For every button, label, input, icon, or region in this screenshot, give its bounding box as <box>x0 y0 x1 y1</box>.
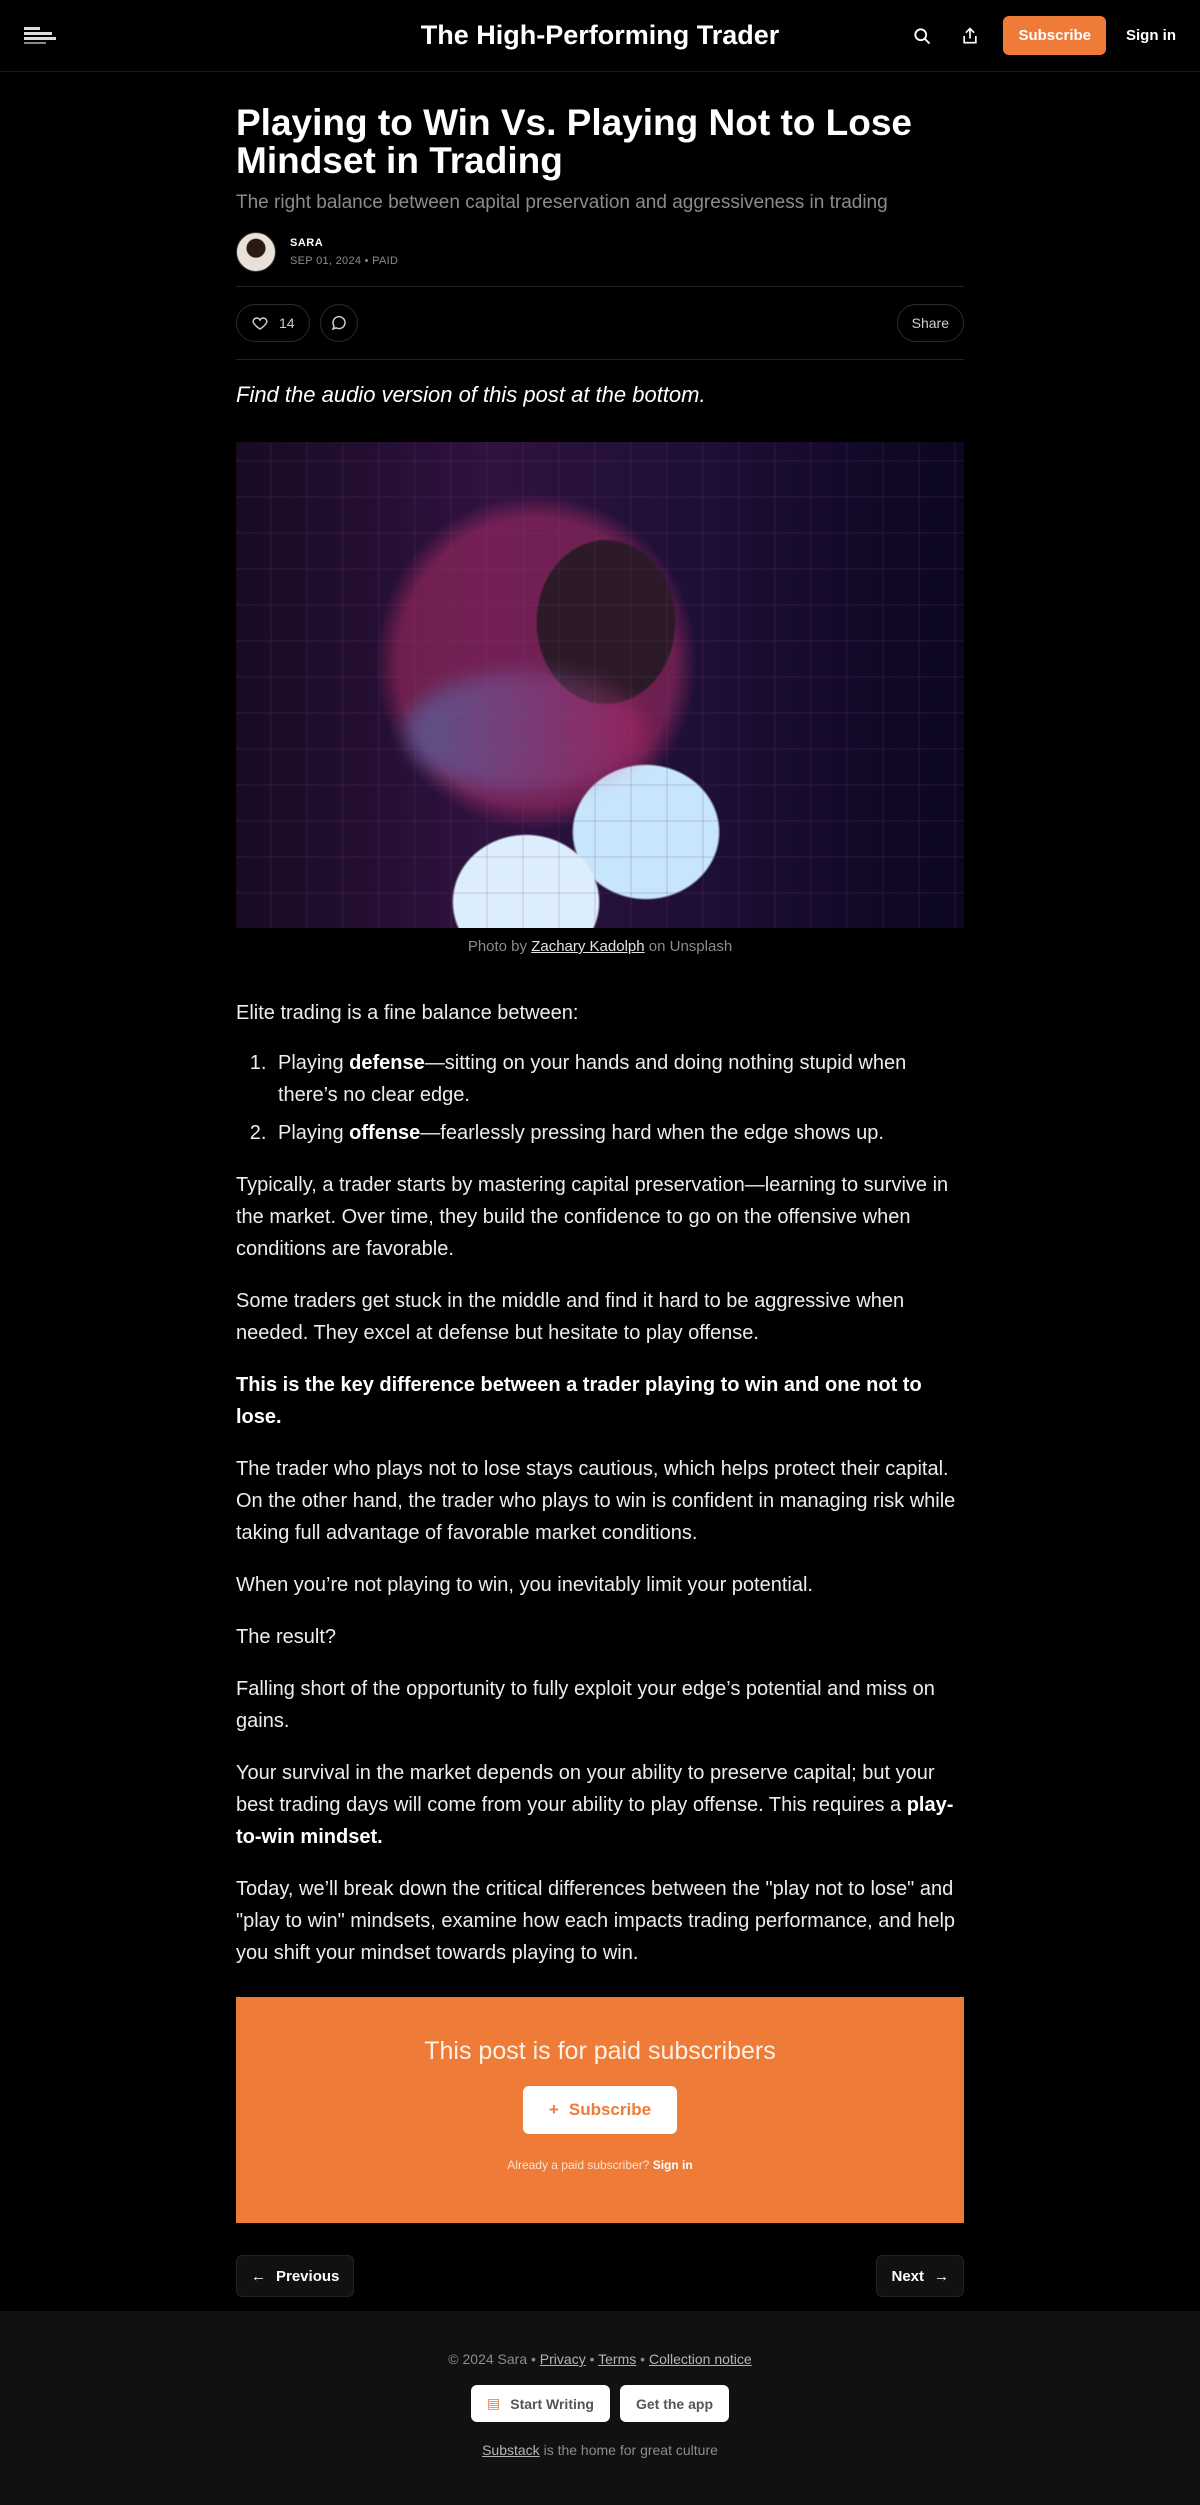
list-item-rest: —fearlessly pressing hard when the edge shows up. <box>420 1122 884 1144</box>
heart-icon <box>251 314 269 332</box>
top-navbar <box>0 0 1200 72</box>
comment-icon <box>330 314 348 332</box>
terms-link[interactable]: Terms <box>598 2351 637 2367</box>
author-name[interactable]: SARA <box>290 237 324 249</box>
substack-logo-icon: ▤ <box>487 2395 501 2411</box>
site-title: The High-Performing Trader <box>420 20 780 50</box>
post-subtitle: The right balance between capital preservation and aggressiveness in trading <box>236 192 888 213</box>
body-paragraph: Today, we’ll break down the critical differences between the "play not to lose" and "play to win" mindsets, examine how each impacts trading performance, and help you shift your mindset towards playing to win. <box>236 1878 956 1964</box>
privacy-link[interactable]: Privacy <box>539 2351 586 2367</box>
article <box>236 104 964 2297</box>
caption-suffix: on Unsplash <box>648 938 733 955</box>
post-actions <box>236 286 964 360</box>
author-avatar[interactable] <box>236 232 276 272</box>
footer-tagline <box>0 2442 1200 2458</box>
search-icon[interactable] <box>907 21 937 51</box>
list-item <box>272 1047 964 1111</box>
paywall-title: This post is for paid subscribers <box>424 2037 776 2065</box>
start-writing-button[interactable] <box>471 2385 610 2422</box>
caption-prefix: Photo by <box>467 938 528 955</box>
body-paragraph: The trader who plays not to lose stays cautious, which helps protect their capital. On the other hand, the trader who plays to win is confident in managing risk while taking full advantage of favorable market conditions. <box>236 1458 956 1544</box>
post-meta <box>290 255 398 267</box>
body-paragraph: The result? <box>236 1626 337 1648</box>
previous-label: Previous <box>276 2267 340 2285</box>
post-pager <box>236 2255 964 2297</box>
share-icon[interactable] <box>955 21 985 51</box>
key-difference-paragraph <box>236 1369 964 1433</box>
substack-link[interactable]: Substack <box>482 2442 540 2458</box>
body-text: Your survival in the market depends on your ability to preserve capital; but your best trading days will come from your ability to play offense. This requires a <box>236 1762 935 1816</box>
previous-button[interactable] <box>236 2255 354 2297</box>
get-app-button[interactable]: Get the app <box>620 2385 729 2422</box>
list-item-rest: —sitting on your hands and doing nothing stupid when there’s no clear edge. <box>278 1052 907 1106</box>
footer-links: © 2024 Sara • Privacy • Terms • Collection notice <box>448 2351 752 2367</box>
plus-icon: + <box>548 2100 559 2119</box>
audio-note: Find the audio version of this post at the bottom. <box>236 382 706 407</box>
paywall-signin-line <box>236 2158 964 2172</box>
image-caption <box>236 938 964 955</box>
share-button[interactable]: Share <box>897 304 964 342</box>
photographer-link[interactable]: Zachary Kadolph <box>531 938 645 955</box>
post-title: Playing to Win Vs. Playing Not to Lose Mindset in Trading <box>236 102 913 181</box>
key-difference-text: This is the key difference between a trader playing to win and one not to lose. <box>236 1374 922 1428</box>
next-button[interactable] <box>876 2255 964 2297</box>
arrow-right-icon: → <box>934 2267 949 2285</box>
hero-image-boxer[interactable] <box>236 442 964 928</box>
collection-notice-link[interactable]: Collection notice <box>648 2351 752 2367</box>
meta-separator: • <box>364 255 373 267</box>
post-date: SEP 01, 2024 <box>290 255 362 267</box>
subscribe-button[interactable]: Subscribe <box>1003 16 1106 55</box>
tagline-text: is the home for great culture <box>543 2442 718 2458</box>
sign-in-link[interactable]: Sign in <box>1126 27 1176 44</box>
body-intro: Elite trading is a fine balance between: <box>236 1002 579 1024</box>
body-paragraph: Some traders get stuck in the middle and find it hard to be aggressive when needed. They excel at defense but hesitate to play offense. <box>236 1290 905 1344</box>
paywall-box <box>236 1997 964 2223</box>
post-body <box>236 997 964 1969</box>
copyright: © 2024 Sara <box>448 2351 528 2367</box>
paywall-already-text: Already a paid subscriber? <box>507 2158 650 2172</box>
list-item-prefix: Playing <box>278 1122 344 1144</box>
footer-buttons <box>0 2385 1200 2422</box>
like-count: 14 <box>279 315 295 331</box>
site-footer <box>0 2311 1200 2505</box>
comment-button[interactable] <box>320 304 358 342</box>
body-paragraph: When you’re not playing to win, you inevitably limit your potential. <box>236 1574 813 1596</box>
body-paragraph: Falling short of the opportunity to fully exploit your edge’s potential and miss on gains. <box>236 1678 935 1732</box>
paywall-subscribe-button[interactable] <box>523 2086 677 2134</box>
list-item-bold: defense <box>349 1052 425 1074</box>
header-actions <box>907 16 1176 55</box>
body-paragraph: Typically, a trader starts by mastering capital preservation—learning to survive in the market. Over time, they build the confidence to go on the offensive when conditions are favorable. <box>236 1174 949 1260</box>
byline <box>236 232 964 272</box>
list-item-prefix: Playing <box>278 1052 344 1074</box>
balance-list <box>272 1047 964 1149</box>
paywall-subscribe-label: Subscribe <box>568 2100 652 2119</box>
list-item-bold: offense <box>349 1122 421 1144</box>
list-item <box>272 1117 964 1149</box>
access-label: PAID <box>372 255 399 267</box>
arrow-left-icon: ← <box>251 2267 266 2285</box>
body-bold-text: play-to-win mindset. <box>236 1794 954 1848</box>
publication-logo[interactable] <box>24 18 60 54</box>
like-button[interactable] <box>236 304 310 342</box>
next-label: Next <box>891 2267 924 2285</box>
paywall-signin-link[interactable]: Sign in <box>652 2158 693 2172</box>
start-writing-label: Start Writing <box>510 2395 594 2412</box>
body-paragraph <box>236 1757 964 1853</box>
